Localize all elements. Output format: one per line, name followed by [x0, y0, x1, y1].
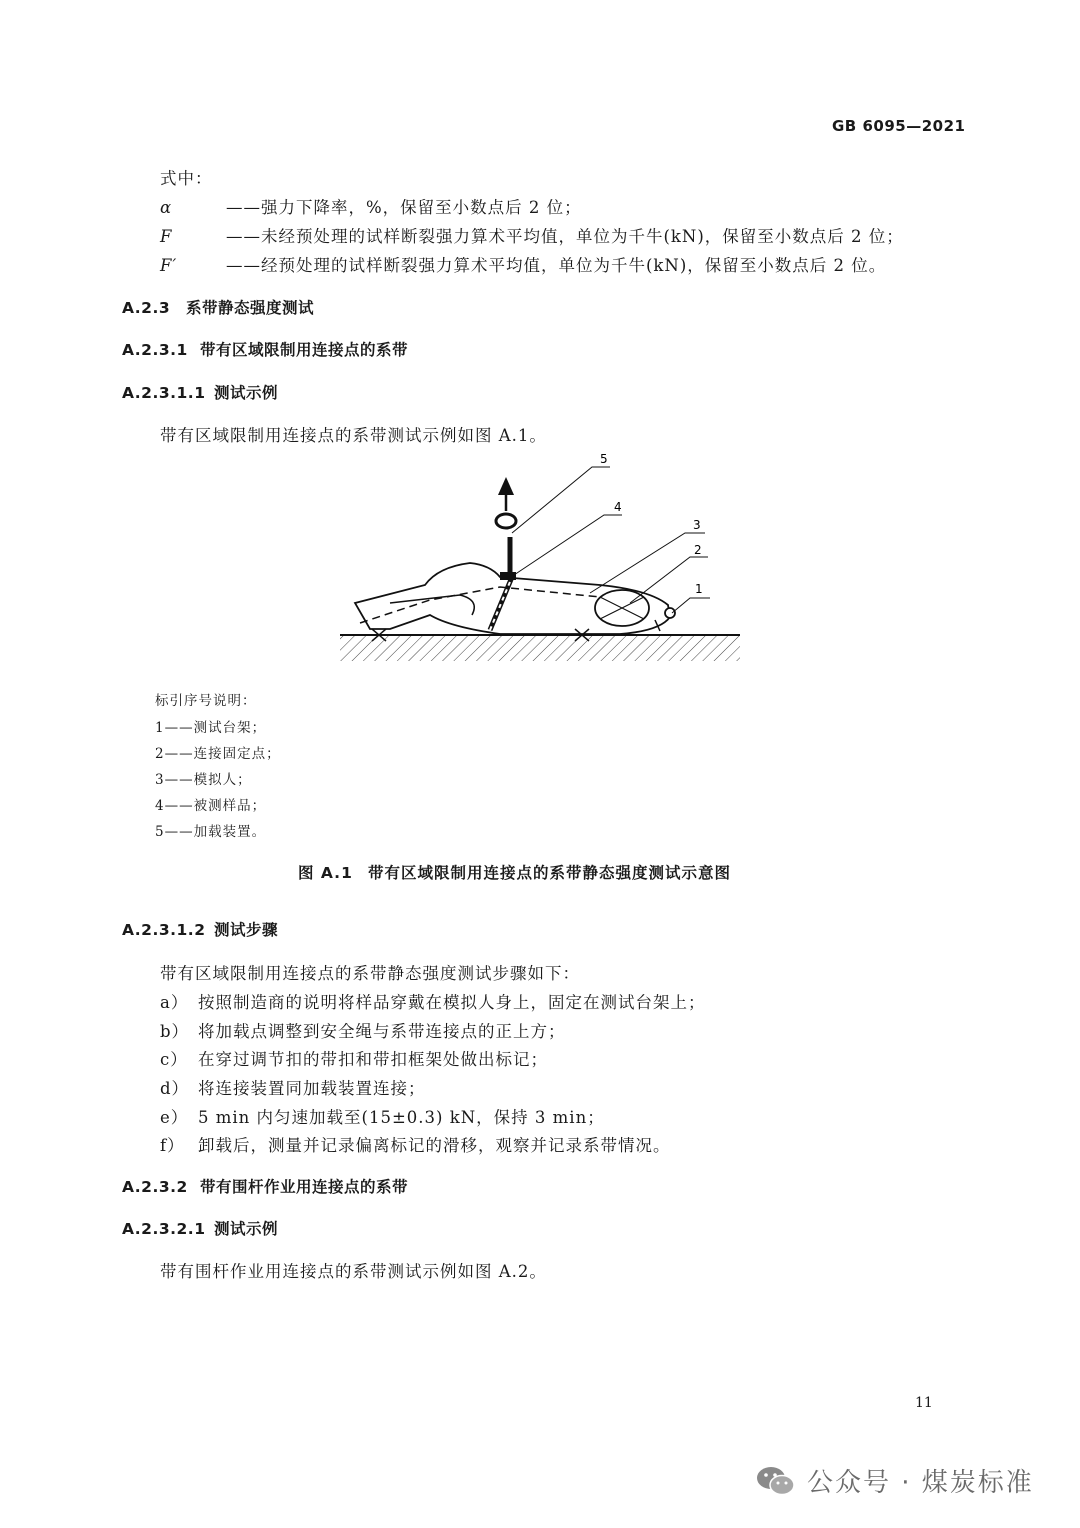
figure-caption — [298, 861, 731, 883]
var-desc: ——经预处理的试样断裂强力算术平均值，单位为千牛(kN)，保留至小数点后 2 位。 — [226, 256, 887, 275]
heading-title: 带有区域限制用连接点的系带 — [200, 341, 409, 359]
callout-4: 4 — [614, 500, 622, 514]
step-marker: d） — [160, 1079, 190, 1098]
figure-title: 带有区域限制用连接点的系带静态强度测试示意图 — [368, 864, 732, 882]
wechat-icon — [755, 1464, 797, 1498]
formula-where-intro: 式中： — [160, 169, 213, 188]
heading-title: 带有围杆作业用连接点的系带 — [200, 1178, 409, 1196]
legend-item: 4——被测样品； — [155, 798, 267, 814]
var-desc: ——强力下降率，%，保留至小数点后 2 位； — [226, 198, 582, 217]
page-number: 11 — [915, 1395, 933, 1411]
standard-number: GB 6095—2021 — [832, 117, 966, 135]
step-text: 在穿过调节扣的带扣和带扣框架处做出标记； — [198, 1050, 548, 1069]
var-desc: ——未经预处理的试样断裂强力算术平均值，单位为千牛(kN)，保留至小数点后 2 位； — [226, 227, 904, 246]
paragraph-figure-ref: 带有区域限制用连接点的系带测试示例如图 A.1。 — [160, 426, 547, 445]
heading-title: 测试示例 — [214, 384, 279, 402]
var-symbol: F′ — [160, 256, 178, 275]
step-text: 将加载点调整到安全绳与系带连接点的正上方； — [198, 1022, 566, 1041]
formula-var-f — [160, 223, 904, 247]
step-text: 将连接装置同加载装置连接； — [198, 1079, 426, 1098]
legend-item: 1——测试台架； — [155, 720, 267, 736]
heading-title: 系带静态强度测试 — [186, 299, 315, 317]
heading-number: A.2.3.1.2 — [122, 921, 206, 939]
heading-number: A.2.3 — [122, 299, 171, 317]
test-bench-hatch — [340, 635, 740, 661]
heading-number: A.2.3.1 — [122, 341, 188, 359]
step-item — [160, 1018, 566, 1042]
connector-buckle — [500, 572, 516, 580]
heading-title: 测试步骤 — [214, 921, 279, 939]
heading-a232 — [122, 1175, 408, 1197]
var-symbol: F — [160, 227, 173, 246]
leader-line-1 — [672, 598, 710, 613]
heading-a2312 — [122, 918, 278, 940]
heading-a2311 — [122, 381, 278, 403]
paragraph-steps-intro: 带有区域限制用连接点的系带静态强度测试步骤如下： — [160, 964, 580, 983]
heading-number: A.2.3.2 — [122, 1178, 188, 1196]
leader-line-4 — [514, 515, 622, 575]
legend-item: 5——加载装置。 — [155, 824, 267, 840]
step-text: 卸载后，测量并记录偏离标记的滑移，观察并记录系带情况。 — [198, 1136, 671, 1155]
heading-number: A.2.3.2.1 — [122, 1220, 206, 1238]
step-item — [160, 1075, 426, 1099]
heading-a23 — [122, 296, 314, 318]
step-marker: c） — [160, 1050, 188, 1069]
var-symbol: α — [160, 198, 173, 217]
step-item — [160, 1104, 605, 1128]
figure-a1-diagram — [330, 445, 750, 670]
watermark — [755, 1462, 1034, 1499]
step-marker: b） — [160, 1022, 190, 1041]
paragraph-figure-a2-ref: 带有围杆作业用连接点的系带测试示例如图 A.2。 — [160, 1262, 547, 1281]
formula-var-alpha — [160, 194, 582, 218]
heading-number: A.2.3.1.1 — [122, 384, 206, 402]
step-marker: f） — [160, 1136, 185, 1155]
leader-line-3 — [590, 533, 705, 593]
heading-a231 — [122, 338, 408, 360]
callout-2: 2 — [694, 543, 702, 557]
callout-1: 1 — [695, 582, 703, 596]
step-marker: e） — [160, 1108, 189, 1127]
loading-ring — [496, 514, 516, 528]
step-text: 按照制造商的说明将样品穿戴在模拟人身上，固定在测试台架上； — [198, 993, 706, 1012]
leader-line-5 — [512, 467, 610, 533]
anchor-point — [665, 608, 675, 618]
legend-item: 3——模拟人； — [155, 772, 252, 788]
step-item — [160, 1132, 671, 1156]
legend-item: 2——连接固定点； — [155, 746, 281, 762]
legend-title: 标引序号说明： — [155, 693, 257, 709]
callout-5: 5 — [600, 452, 608, 466]
step-marker: a） — [160, 993, 189, 1012]
pull-arrow-head — [498, 477, 514, 495]
heading-title: 测试示例 — [214, 1220, 279, 1238]
formula-var-f-prime — [160, 252, 886, 276]
step-item — [160, 1046, 548, 1070]
watermark-text: 公众号 · 煤炭标准 — [807, 1468, 1034, 1498]
heading-a2321 — [122, 1217, 278, 1239]
callout-3: 3 — [693, 518, 701, 532]
figure-number: 图 A.1 — [298, 864, 353, 882]
step-text: 5 min 内匀速加载至(15±0.3) kN，保持 3 min； — [198, 1108, 605, 1127]
step-item — [160, 989, 706, 1013]
